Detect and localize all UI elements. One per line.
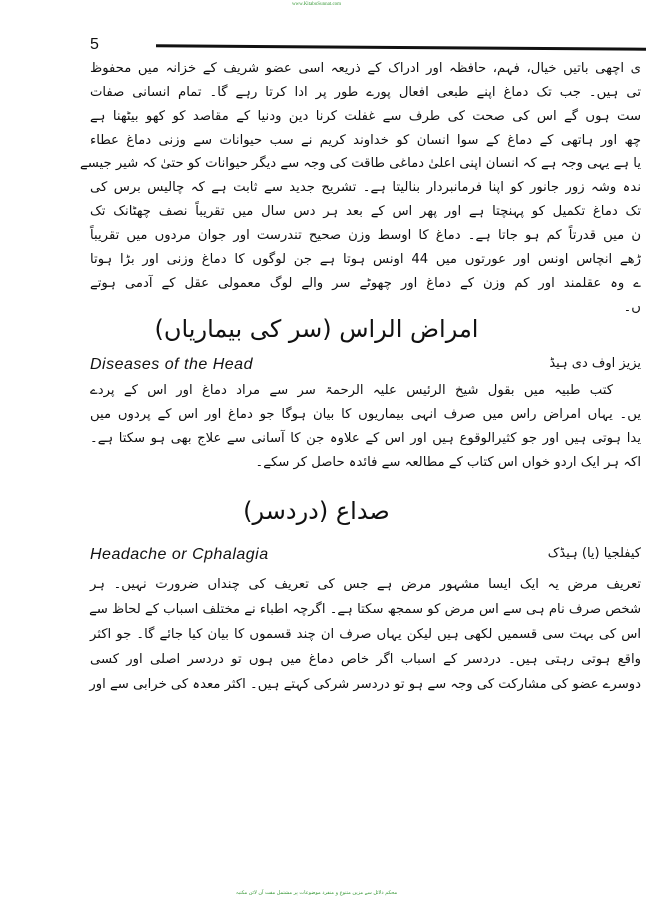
urdu-transliteration: کیفلجیا (یا) ہیڈک: [547, 546, 641, 561]
section-heading: امراض الراس (سر کی بیماریاں): [154, 315, 479, 343]
text-line: ڑھے انچاس اونس اور عورتوں میں 44 اونس ہوتا ہے جن لوگوں کا دماغ وزنی اور بڑا ہوتا: [90, 252, 641, 267]
text-line: یں۔ یہاں امراض راس میں صرف انہی بیماریوں کا بیان ہوگا جو دماغ اور اس کے پردوں میں: [90, 407, 641, 422]
text-line: کتب طبیہ میں بقول شیخ الرئیس علیہ الرحمۃ سر سے مراد دماغ اور اس کے پردے: [90, 383, 613, 398]
text-line: تعریف مرض یہ ایک ایسا مشہور مرض ہے جس کی تعریف کی چنداں ضرورت نہیں۔ ہر: [90, 577, 641, 592]
text-line: ن میں قدرتاً کم ہو جاتا ہے۔ دماغ کا اوسط وزن صحیح تندرست اور جوان مردوں میں تقریباً: [90, 228, 641, 243]
text-line: ں۔: [623, 300, 641, 315]
text-line: تی ہیں۔ جب تک دماغ اپنے طبعی افعال پورے طور پر ادا کرتا رہے گا۔ تمام انسانی صفات: [90, 85, 641, 100]
text-line: دوسرے عضو کی مشارکت کی وجہ سے ہو تو دردسر شرکی کہتے ہیں۔ اکثر معدہ کی خرابی سے اور: [89, 677, 641, 692]
text-line: تک دماغ تکمیل کو پہنچتا ہے اور پھر اس کے بعد ہر دس سال میں تقریباً نصف چھٹانک تک: [90, 204, 641, 219]
section-subtitle-row: [90, 356, 641, 380]
section-heading: صداع (دردسر): [243, 497, 390, 525]
text-line: ندہ وشہ زور جانور کو اپنا فرمانبردار بنالیتا ہے۔ تشریح جدید سے ثابت ہے کہ چالیس برس کی: [90, 180, 641, 195]
footer-watermark: محکم دلائل سے مزین متنوع و منفرد موضوعات پر مشتمل مفت آن لائن مکتبہ: [235, 890, 398, 896]
text-line: شخص صرف نام ہی سے اس مرض کو سمجھ سکتا ہے۔ اگرچہ اطباء نے مختلف اسباب کے لحاظ سے: [89, 602, 641, 617]
text-line: چھ اور ہاتھی کے دماغ کے سوا انسان کو خداوند کریم نے سب حیوانات سے وزنی دماغ عطاء: [90, 133, 641, 148]
text-line: یا ہے یہی وجہ ہے کہ انسان اپنی اعلیٰ دماغی طاقت کی وجہ سے دیگر حیوانات کو حتیٰ کہ شیر جیسے: [80, 156, 641, 171]
english-title: Diseases of the Head: [90, 356, 253, 373]
section-subtitle-row: [90, 546, 641, 570]
site-watermark: www.KitaboSunnat.com: [291, 2, 342, 7]
text-line: یدا ہوتی ہیں اور جو کثیرالوقوع ہیں اور اس کے علاوہ جن کا آسانی سے علاج بھی ہو سکتا ہے۔: [90, 431, 641, 446]
english-title: Headache or Cphalagia: [90, 546, 269, 563]
text-line: ے وہ عقلمند اور کم وزن کے دماغ اور چھوٹے سر والے لوگ معمولی عقل کے آدمی ہوتے: [90, 276, 641, 291]
text-line: واقع ہوتی رہتی ہیں۔ دردسر کے اسباب اگر خاص دماغ میں ہوں تو دردسر اصلی اور کسی: [90, 652, 641, 667]
text-line: ست ہوں گے اس کی صحت کی طرف سے غفلت کرنا دین ودنیا کے مقاصد کو کھو بیٹھنا ہے: [90, 109, 641, 124]
header-rule: [156, 44, 646, 50]
urdu-transliteration: یزیز اوف دی ہیڈ: [549, 356, 641, 371]
text-line: ی اچھی باتیں خیال، فہم، حافظہ اور ادراک کے ذریعہ اسی عضو شریف کے خزانہ میں محفوظ: [90, 61, 641, 76]
text-line: اس کی بہت سی قسمیں لکھی ہیں لیکن یہاں صرف ان چند قسموں کا بیان کیا جائے گا۔ جو اکثر: [90, 627, 641, 642]
text-line: اکہ ہر ایک اردو خواں اس کتاب کے مطالعہ سے فائدہ حاصل کر سکے۔: [255, 455, 641, 470]
page-number: 5: [90, 36, 99, 53]
